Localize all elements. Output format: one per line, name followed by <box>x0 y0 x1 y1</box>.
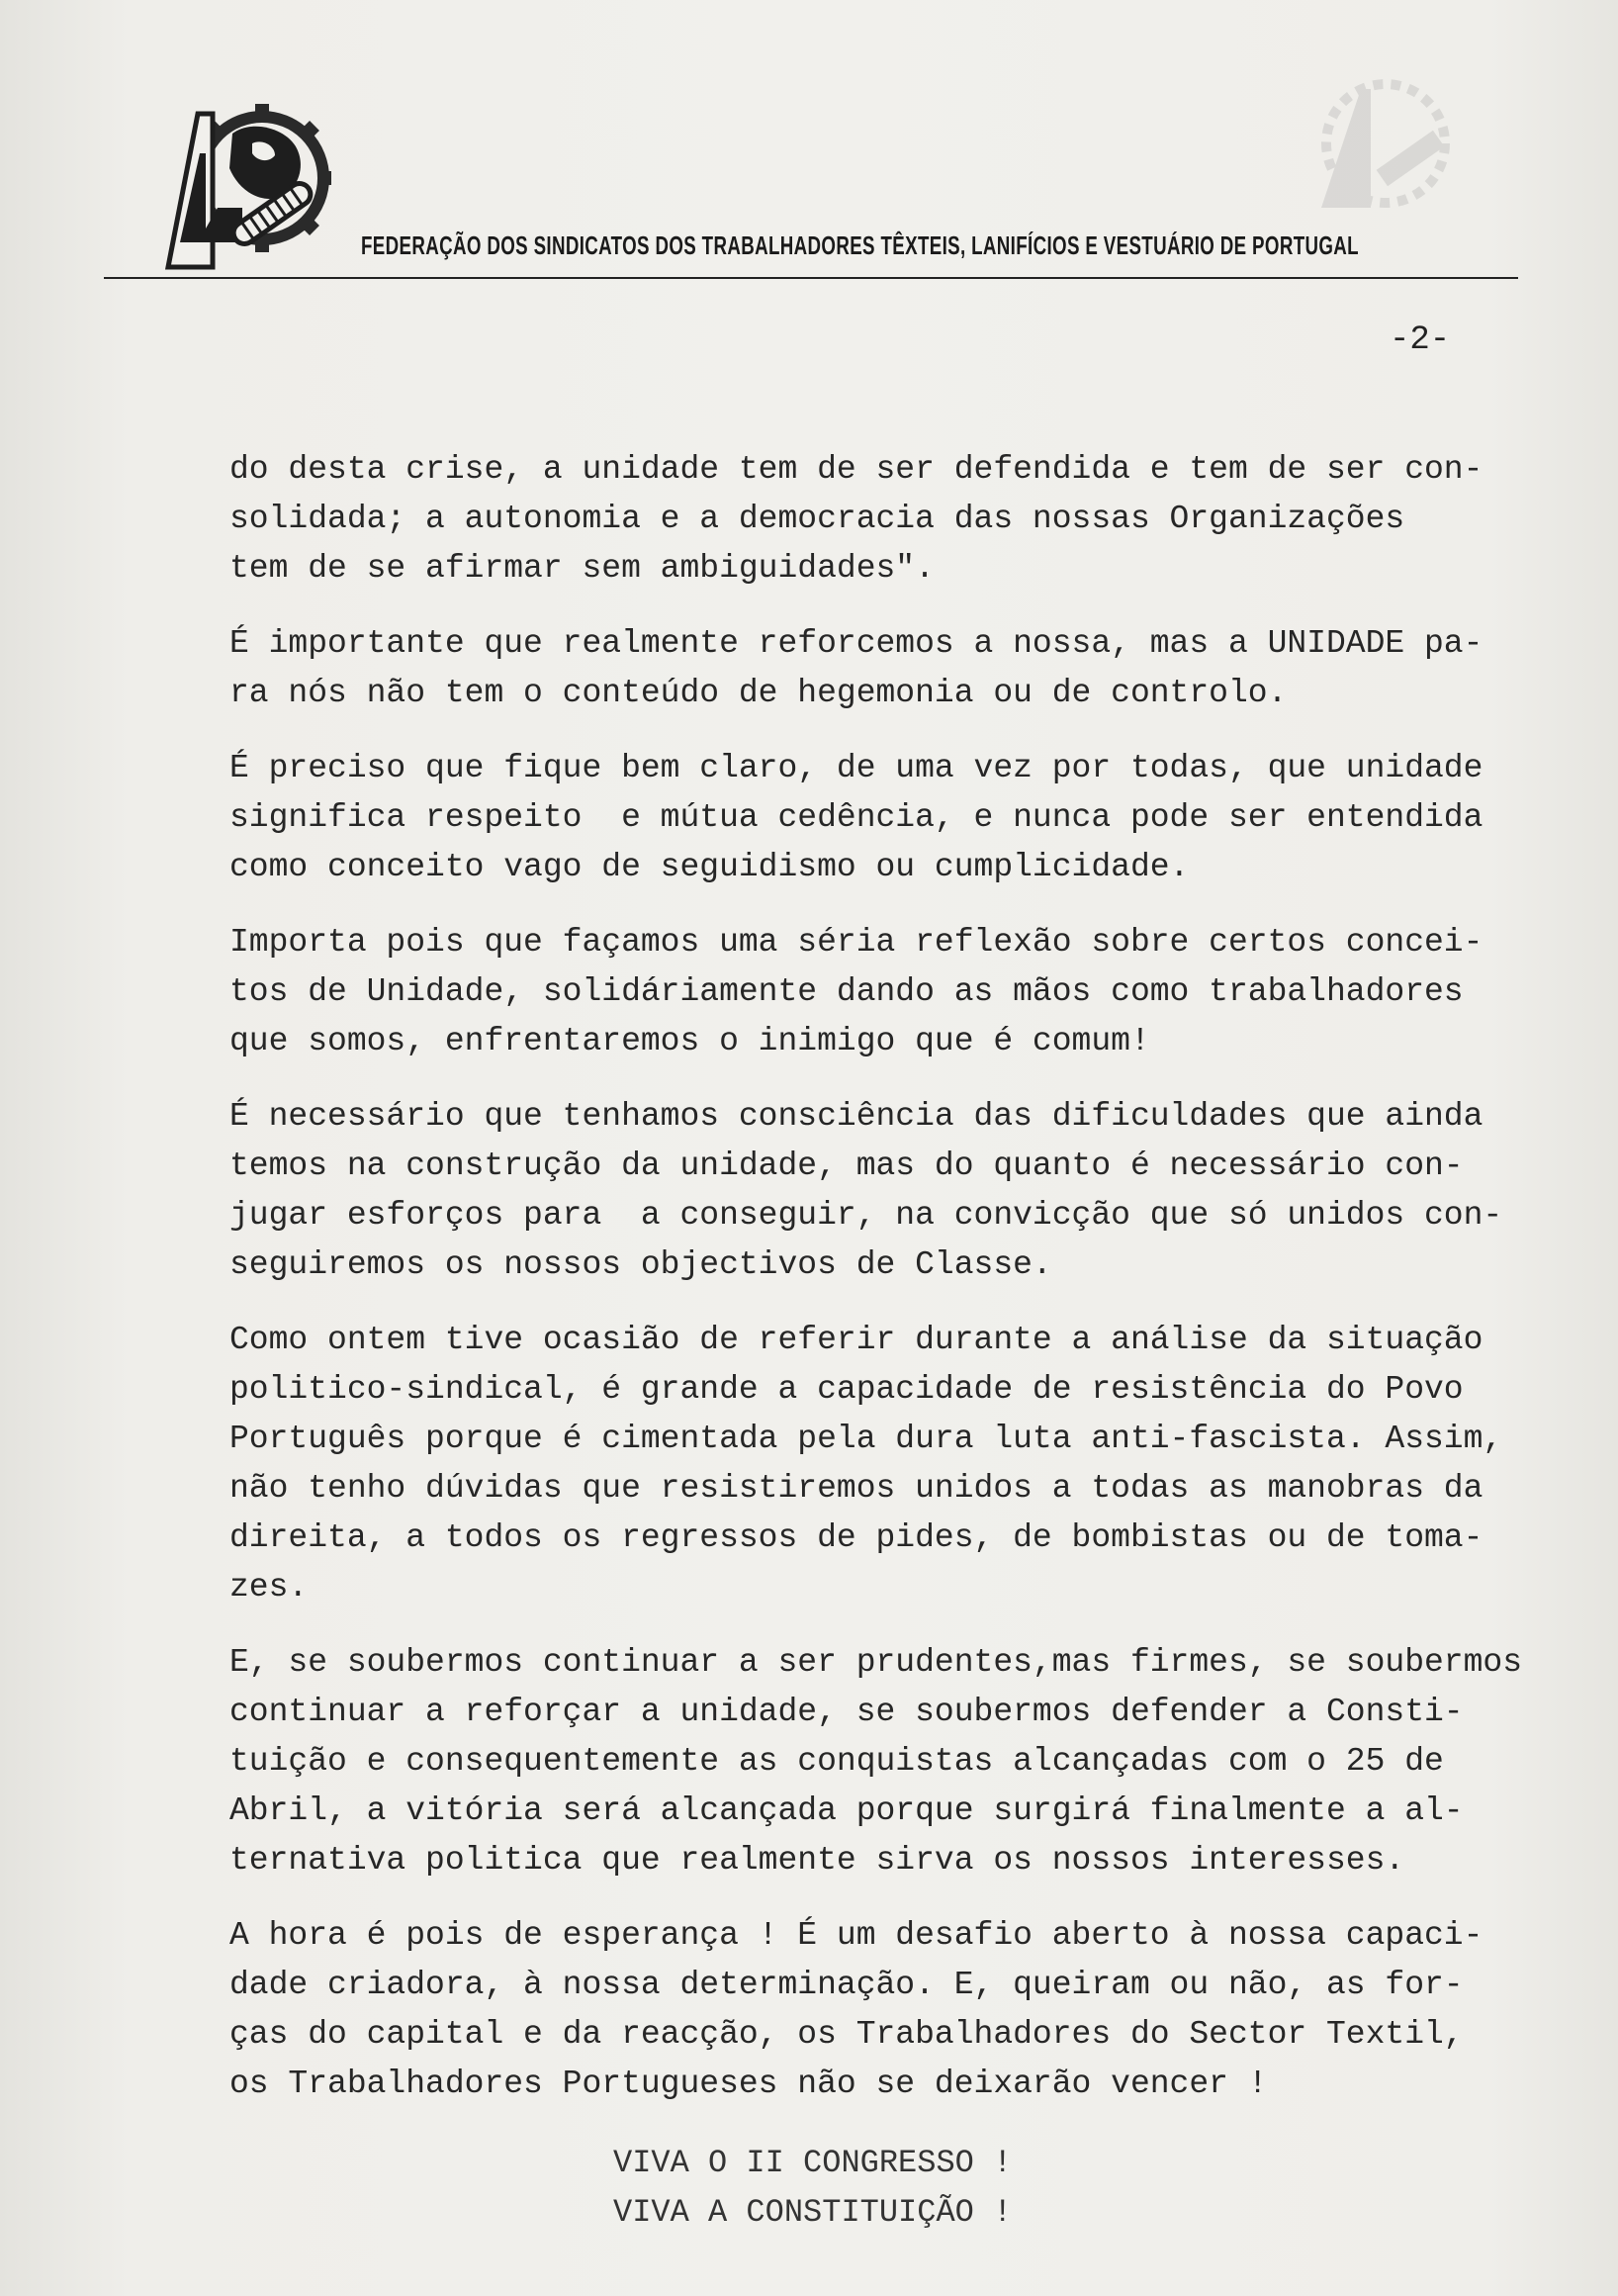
text-line: como conceito vago de seguidismo ou cumplicidade. <box>229 849 1190 885</box>
text-line: tos de Unidade, solidáriamente dando as mãos como trabalhadores <box>229 973 1464 1010</box>
text-line: que somos, enfrentaremos o inimigo que é comum! <box>229 1023 1150 1059</box>
letterhead <box>158 94 1483 282</box>
text-line: É preciso que fique bem claro, de uma vez por todas, que unidade <box>229 750 1483 786</box>
text-line: não tenho dúvidas que resistiremos unidos a todas as manobras da <box>229 1470 1483 1507</box>
text-line: Abril, a vitória será alcançada porque surgirá finalmente a al- <box>229 1792 1464 1829</box>
text-line: do desta crise, a unidade tem de ser defendida e tem de ser con- <box>229 451 1483 488</box>
federation-emblem-icon <box>158 94 331 272</box>
text-line: continuar a reforçar a unidade, se soubermos defender a Consti- <box>229 1694 1464 1730</box>
text-line: politico-sindical, é grande a capacidade de resistência do Povo <box>229 1371 1464 1408</box>
letter-body <box>229 445 1555 2135</box>
text-line: É importante que realmente reforcemos a nossa, mas a UNIDADE pa- <box>229 625 1483 662</box>
paragraph <box>229 445 1555 594</box>
text-line: seguiremos os nossos objectivos de Classe. <box>229 1246 1052 1283</box>
text-line: zes. <box>229 1569 309 1606</box>
paragraph <box>229 1638 1555 1885</box>
text-line: E, se soubermos continuar a ser prudentes,mas firmes, se soubermos <box>229 1644 1523 1681</box>
page-number: -2- <box>1390 321 1451 359</box>
text-line: tem de se afirmar sem ambiguidades". <box>229 550 935 587</box>
paragraph <box>229 918 1555 1066</box>
header-rule <box>104 277 1518 279</box>
text-line: Como ontem tive ocasião de referir durante a análise da situação <box>229 1322 1483 1358</box>
paragraph <box>229 1092 1555 1290</box>
closing-line-constitution: VIVA A CONSTITUIÇÃO ! <box>613 2194 1013 2231</box>
text-line: jugar esforços para a conseguir, na convicção que só unidos con- <box>229 1197 1503 1234</box>
text-line: ternativa politica que realmente sirva os nossos interesses. <box>229 1842 1405 1879</box>
closing-line-congress: VIVA O II CONGRESSO ! <box>613 2145 1013 2181</box>
text-line: ra nós não tem o conteúdo de hegemonia ou de controlo. <box>229 675 1288 711</box>
paragraph <box>229 1911 1555 2109</box>
paragraph <box>229 1316 1555 1612</box>
text-line: ças do capital e da reacção, os Trabalhadores do Sector Textil, <box>229 2016 1464 2053</box>
text-line: significa respeito e mútua cedência, e nunca pode ser entendida <box>229 799 1483 836</box>
text-line: Importa pois que façamos uma séria reflexão sobre certos concei- <box>229 924 1483 961</box>
text-line: os Trabalhadores Portugueses não se deixarão vencer ! <box>229 2066 1268 2102</box>
closing-slogans <box>613 2139 1012 2238</box>
text-line: Português porque é cimentada pela dura luta anti-fascista. Assim, <box>229 1421 1503 1457</box>
paragraph <box>229 744 1555 892</box>
text-line: tuição e consequentemente as conquistas alcançadas com o 25 de <box>229 1743 1444 1780</box>
text-line: É necessário que tenhamos consciência das dificuldades que ainda <box>229 1098 1483 1135</box>
paragraph <box>229 619 1555 718</box>
organization-name: FEDERAÇÃO DOS SINDICATOS DOS TRABALHADORES TÊXTEIS, LANIFÍCIOS E VESTUÁRIO DE PORTUGAL <box>361 230 1359 260</box>
text-line: temos na construção da unidade, mas do quanto é necessário con- <box>229 1148 1464 1184</box>
text-line: direita, a todos os regressos de pides, de bombistas ou de toma- <box>229 1519 1483 1556</box>
text-line: solidada; a autonomia e a democracia das nossas Organizações <box>229 501 1405 537</box>
text-line: A hora é pois de esperança ! É um desafio aberto à nossa capaci- <box>229 1917 1483 1954</box>
text-line: dade criadora, à nossa determinação. E, queiram ou não, as for- <box>229 1967 1464 2003</box>
